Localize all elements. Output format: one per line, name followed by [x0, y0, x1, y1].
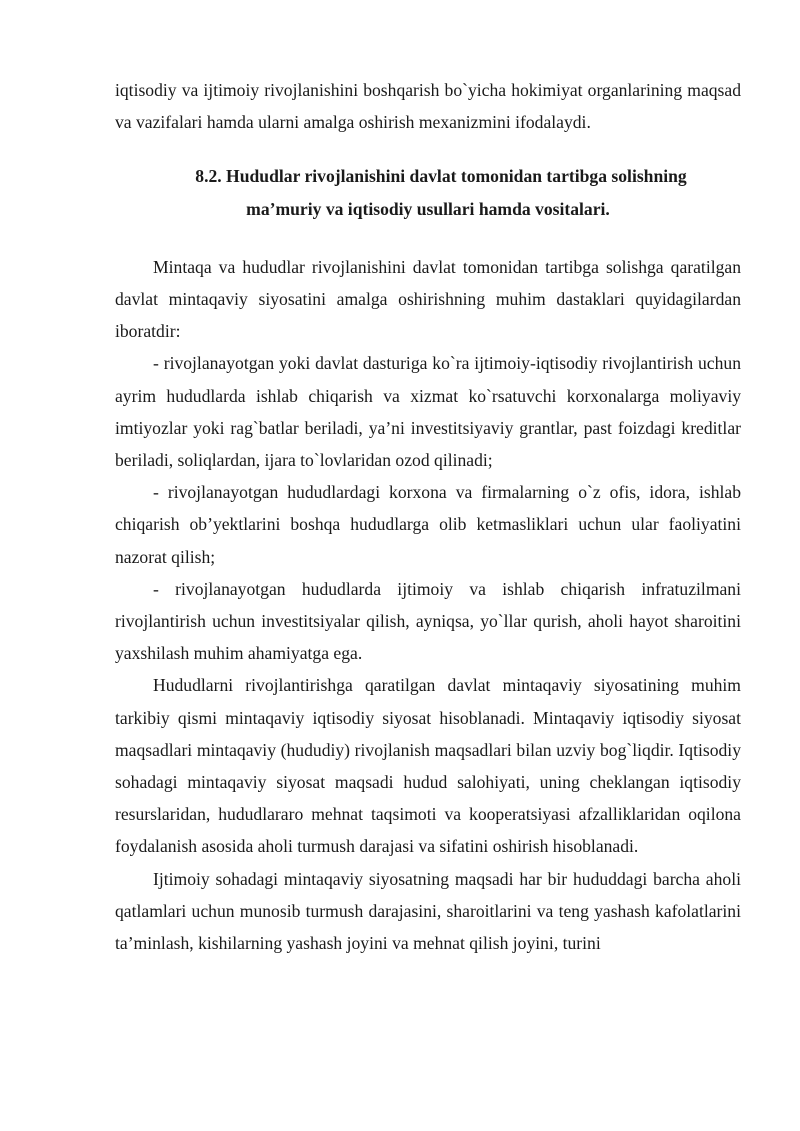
body-paragraph: Mintaqa va hududlar rivojlanishini davlat tomonidan tartibga solishga qaratilgan davlat mintaqaviy siyosatini amalga oshirishning muhim dastaklari quyidagilardan iboratdir:: [115, 256, 741, 342]
section-heading-line-2: ma’muriy va iqtisodiy usullari hamda vositalari.: [246, 198, 610, 219]
section-heading: [115, 160, 741, 224]
body-paragraph: Hududlarni rivojlantirishga qaratilgan davlat mintaqaviy siyosatining muhim tarkibiy qismi mintaqaviy iqtisodiy siyosat hisoblanadi. Mintaqaviy iqtisodiy siyosat maqsadlari mintaqaviy (hududiy) rivojlanish maqsadlari bilan uzviy bog`liqdir. Iqtisodiy sohadagi mintaqaviy siyosat maqsadi hudud salohiyati, uning cheklangan iqtisodiy resurslaridan, hududlararo mehnat taqsimoti va kooperatsiyasi afzalliklaridan oqilona foydalanish asosida aholi turmush darajasi va sifatini oshirish hisoblanadi.: [115, 675, 741, 857]
list-item-paragraph: - rivojlanayotgan yoki davlat dasturiga ko`ra ijtimoiy-iqtisodiy rivojlantirish uchun ayrim hududlarda ishlab chiqarish va xizmat ko`rsatuvchi korxonalarga moliyaviy imtiyozlar yoki rag`batlar beriladi, ya’ni investitsiyaviy grantlar, past foizdagi kreditlar beriladi, soliqlardan, ijara to`lovlaridan ozod qilinadi;: [115, 353, 741, 471]
spacer: [115, 225, 741, 251]
list-item-paragraph: - rivojlanayotgan hududlardagi korxona va firmalarning o`z ofis, idora, ishlab chiqarish ob’yektlarini boshqa hududlarga olib ketmasliklari uchun ular faoliyatini nazorat qilish;: [115, 482, 741, 567]
document-page: [115, 74, 741, 959]
list-item-paragraph: - rivojlanayotgan hududlarda ijtimoiy va ishlab chiqarish infratuzilmani rivojlantirish uchun investitsiyalar qilish, ayniqsa, yo`llar qurish, aholi hayot sharoitini yaxshilash muhim ahamiyatga ega.: [115, 578, 741, 664]
spacer: [115, 138, 741, 160]
intro-paragraph: iqtisodiy va ijtimoiy rivojlanishini boshqarish bo`yicha hokimiyat organlarining maqsad va vazifalari hamda ularni amalga oshirish mexanizmini ifodalaydi.: [115, 80, 741, 133]
body-paragraph: Ijtimoiy sohadagi mintaqaviy siyosatning maqsadi har bir hududdagi barcha aholi qatlamlari uchun munosib turmush darajasini, sharoitlarini va teng yashash kafolatlarini ta’minlash, kishilarning yashash joyini va mehnat qilish joyini, turini: [115, 868, 741, 954]
section-heading-line-1: 8.2. Hududlar rivojlanishini davlat tomonidan tartibga solishning: [195, 166, 687, 187]
